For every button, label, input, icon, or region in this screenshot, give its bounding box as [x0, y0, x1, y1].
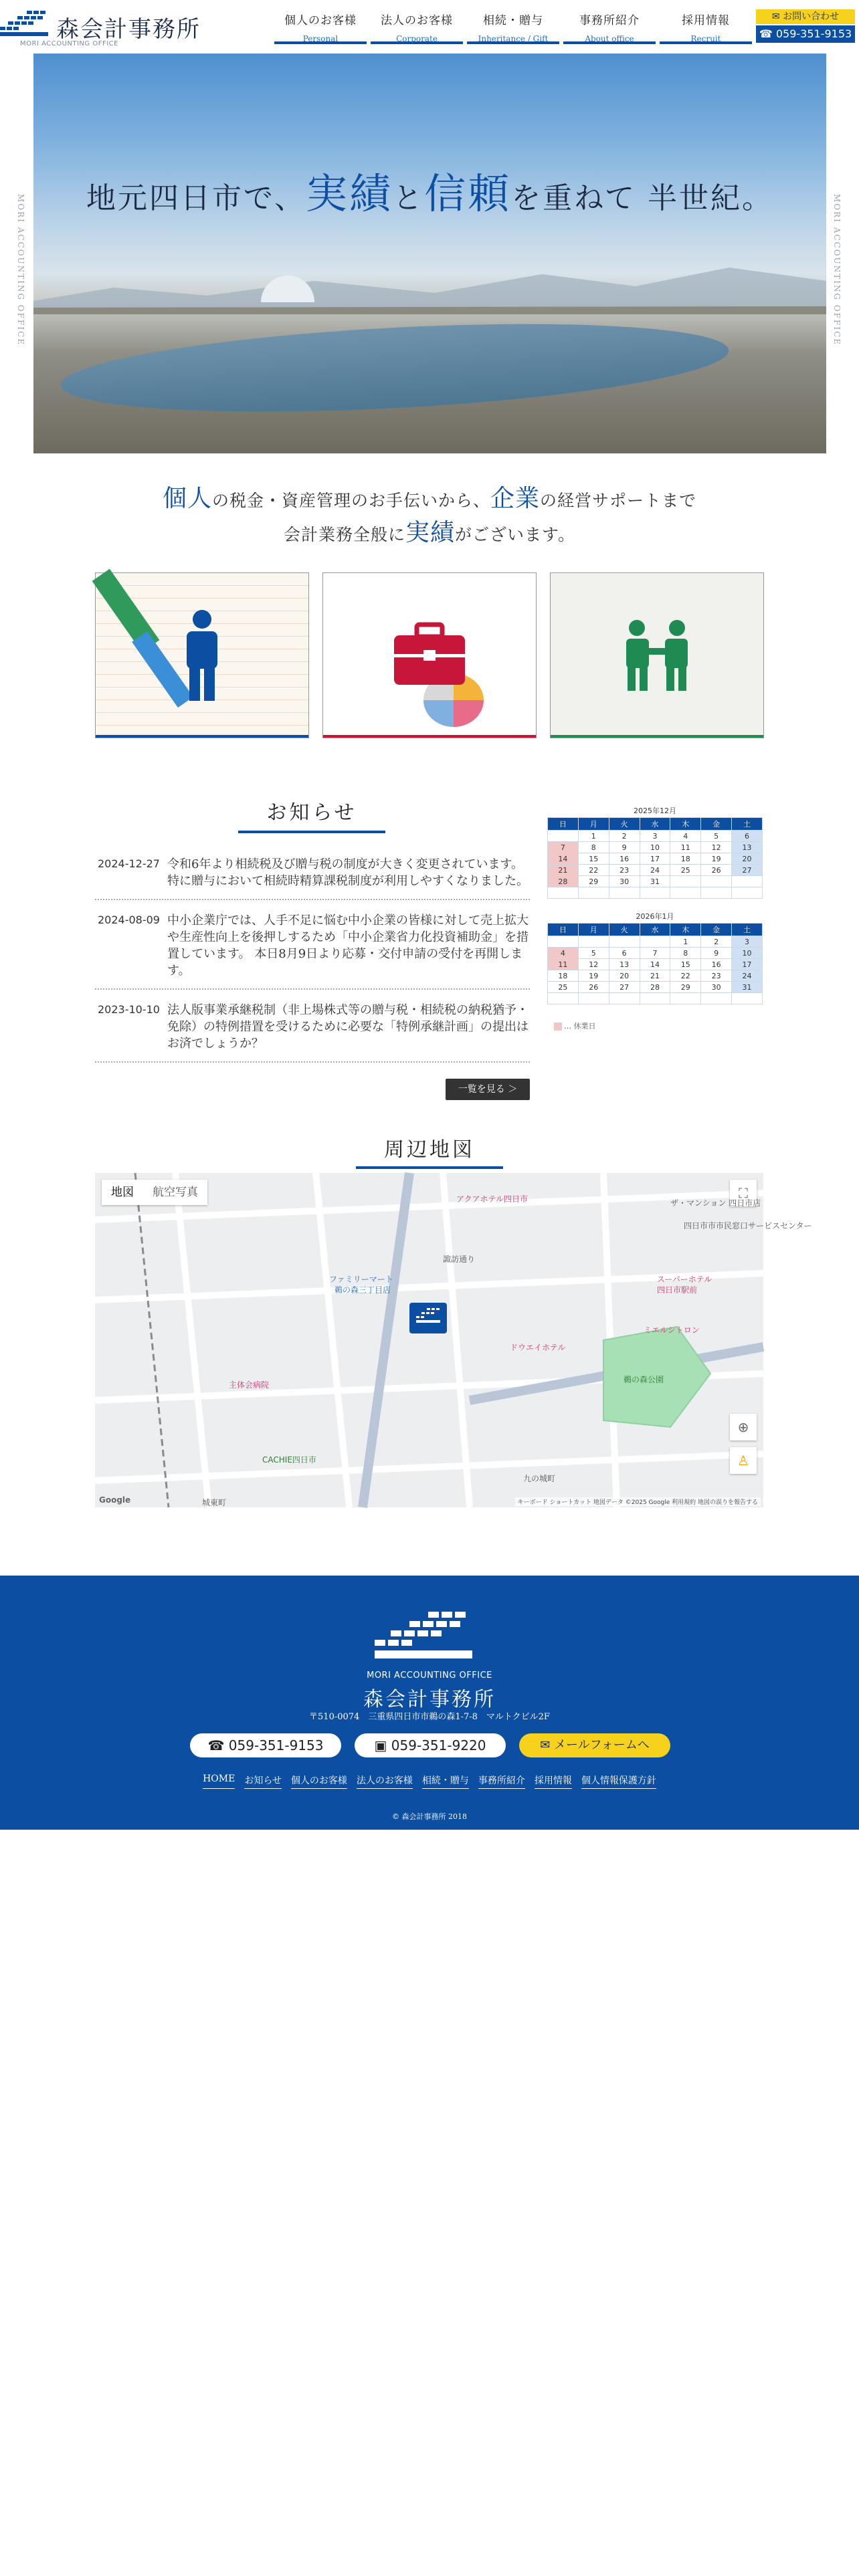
header-phone-number: 059-351-9153 [775, 27, 852, 40]
calendar-day: 22 [578, 865, 609, 876]
map-poi-label: CACHIE四日市 [262, 1455, 316, 1465]
calendar-day [578, 993, 609, 1004]
calendar-day [701, 887, 732, 899]
calendar-day: 25 [670, 865, 701, 876]
calendar-day: 17 [732, 959, 763, 970]
calendar-day [701, 993, 732, 1004]
calendar-day: 31 [732, 982, 763, 993]
news-more-button[interactable]: 一覧を見る ＞ [446, 1079, 530, 1100]
footer-copyright: © 森会計事務所 2018 [392, 1812, 467, 1821]
map-poi-label: スーパーホテル [657, 1275, 712, 1284]
news-date: 2024-12-27 [98, 857, 160, 870]
logo-name: 森会計事務所 [56, 16, 201, 43]
calendar-caption: 2026年1月 [636, 912, 674, 921]
news-text: 中小企業庁では、人手不足に悩む中小企業の皆様に対して売上拡大や生産性向上を後押しするため「中小企業省力化投資補助金」を措置しています。 本日8月9日より応募・交付申請の受付を再開します。 [167, 914, 529, 978]
news-text: 法人版事業承継税制（非上場株式等の贈与税・相続税の納税猶予・免除）の特例措置を受けるために必要な「特例承継計画」の提出はお済でしょうか？ [167, 1003, 529, 1051]
map-poi-label: アクアホテル四日市 [456, 1194, 529, 1204]
calendar-weekday: 火 [609, 818, 640, 831]
card-bar [323, 735, 536, 738]
calendar-day [578, 936, 609, 948]
calendar-day [670, 993, 701, 1004]
service-card-inheritance[interactable] [550, 572, 764, 738]
nav-personal[interactable] [274, 7, 367, 44]
footer-link-news[interactable]: お知らせ [244, 1774, 282, 1789]
calendar-day: 1 [670, 936, 701, 948]
news-list [95, 844, 530, 1063]
nav-label: 相続・贈与 [483, 14, 543, 27]
calendar-table [547, 923, 763, 1004]
nav-corporate[interactable] [371, 7, 463, 44]
calendar-day: 3 [732, 936, 763, 948]
calendar-week-row [548, 853, 763, 865]
nav-label: 法人のお客様 [381, 14, 453, 27]
footer-link-corporate[interactable]: 法人のお客様 [357, 1774, 413, 1789]
calendar-day [732, 993, 763, 1004]
intro-line-2 [0, 517, 859, 551]
map-poi-label: 鵜の森三丁目店 [335, 1285, 391, 1295]
google-logo: Google [99, 1495, 131, 1505]
fullscreen-icon[interactable]: ⛶ [730, 1180, 757, 1206]
map-roads [95, 1173, 763, 1507]
calendar-day [701, 876, 732, 887]
footer-tel-number: 059-351-9153 [228, 1737, 324, 1753]
calendar-day: 20 [732, 853, 763, 865]
calendar-table [547, 817, 763, 899]
logo-subtitle: MORI ACCOUNTING OFFICE [20, 40, 118, 47]
calendar-day: 10 [640, 842, 670, 853]
map-street-label: 九の城町 [523, 1474, 556, 1483]
map-tab-satellite[interactable]: 航空写真 [153, 1186, 198, 1199]
calendar-weekday: 月 [578, 818, 609, 831]
phone-icon: ☎ [207, 1737, 229, 1753]
footer-link-home[interactable]: HOME [203, 1774, 235, 1789]
nav-sub-label: Personal [302, 34, 339, 43]
calendar-day [609, 993, 640, 1004]
calendar-day: 14 [640, 959, 670, 970]
calendar-day: 6 [609, 948, 640, 959]
calendar-weekday: 土 [732, 818, 763, 831]
calendar-day: 8 [578, 842, 609, 853]
news-item[interactable] [95, 844, 530, 900]
calendar-week-row [548, 876, 763, 887]
site-header [0, 0, 859, 52]
footer-link-privacy[interactable]: 個人情報保護方針 [581, 1774, 656, 1789]
calendar-day: 10 [732, 948, 763, 959]
calendar-legend [554, 1021, 596, 1031]
calendar-day: 15 [578, 853, 609, 865]
calendar-week-row [548, 959, 763, 970]
mail-icon: ✉ [540, 1738, 555, 1752]
side-text-right: MORI ACCOUNTING OFFICE [832, 194, 842, 346]
nav-sub-label: About office [585, 34, 634, 43]
calendar-day: 23 [701, 970, 732, 982]
calendar-day [548, 887, 579, 899]
footer-address: 〒510-0074 三重県四日市市鵜の森1-7-8 マルトクビル2F [309, 1712, 550, 1722]
map-street-label: 城東町 [202, 1498, 227, 1507]
footer-link-inheritance[interactable]: 相続・贈与 [422, 1774, 469, 1789]
calendar-day: 4 [548, 948, 579, 959]
nav-inheritance[interactable] [467, 7, 559, 44]
calendar-day: 9 [701, 948, 732, 959]
card-bar [96, 735, 308, 738]
news-date: 2024-08-09 [98, 914, 160, 926]
intro-text-segment: 会計業務全般に [283, 525, 405, 544]
calendar-day: 11 [548, 959, 579, 970]
calendar-day: 3 [640, 831, 670, 842]
calendar-day: 28 [640, 982, 670, 993]
calendar-day: 22 [670, 970, 701, 982]
intro-line-1 [0, 483, 859, 517]
calendar-weekday: 日 [548, 818, 579, 831]
calendar-week-row [548, 948, 763, 959]
map-street-label: 諏訪通り [443, 1255, 476, 1264]
map-navigation-icon[interactable]: ⊕ [730, 1414, 757, 1440]
briefcase-icon [393, 623, 466, 687]
calendar-day [548, 993, 579, 1004]
footer-fax-number: 059-351-9220 [391, 1737, 486, 1753]
calendar-day [548, 936, 579, 948]
news-text: 令和6年より相続税及び贈与税の制度が大きく変更されています。 特に贈与において相続時精算課税制度が利用しやすくなりました。 [167, 857, 529, 888]
calendar-week-row [548, 993, 763, 1004]
calendar-caption: 2025年12月 [634, 807, 676, 815]
calendar-day: 12 [578, 959, 609, 970]
footer-mail-label: メールフォームへ [554, 1738, 650, 1752]
calendar-day [670, 876, 701, 887]
hero-title-pre: 地元四日市で、 [86, 181, 306, 215]
map-poi-label: ファミリーマート [329, 1275, 393, 1284]
service-card-personal[interactable] [95, 572, 309, 738]
calendar-day: 16 [701, 959, 732, 970]
calendar-weekday: 土 [732, 924, 763, 936]
map-tab-map[interactable]: 地図 [111, 1186, 134, 1199]
calendar-day: 25 [548, 982, 579, 993]
site-logo[interactable] [0, 5, 201, 48]
google-map[interactable] [95, 1173, 812, 1507]
map-poi-label: ドウエイホテル [510, 1343, 566, 1352]
calendar-week-row [548, 970, 763, 982]
calendar-day: 7 [640, 948, 670, 959]
calendar-week-row [548, 831, 763, 842]
phone-icon: ☎ [759, 27, 776, 40]
handshake-icon [617, 619, 697, 692]
office-logo-icon [409, 1303, 447, 1333]
calendar-day [578, 887, 609, 899]
calendar-day: 29 [670, 982, 701, 993]
site-footer [0, 1576, 859, 1830]
calendar-weekday: 木 [670, 818, 701, 831]
fax-icon: ▣ [374, 1737, 391, 1753]
calendar-day: 24 [640, 865, 670, 876]
footer-mail-button[interactable] [519, 1733, 670, 1757]
calendar-day: 26 [578, 982, 609, 993]
calendar-day: 5 [701, 831, 732, 842]
contact-label: お問い合わせ [783, 11, 840, 22]
calendar-day: 29 [578, 876, 609, 887]
intro-text-segment: の経営サポートまで [540, 491, 697, 510]
legend-label: … 休業日 [564, 1022, 596, 1031]
calendar-weekday: 水 [640, 818, 670, 831]
office-marker-icon[interactable] [409, 1303, 447, 1333]
footer-link-recruit[interactable]: 採用情報 [535, 1774, 572, 1789]
calendar-day: 8 [670, 948, 701, 959]
calendar-day [732, 887, 763, 899]
news-date: 2023-10-10 [98, 1003, 160, 1016]
calendar-day [670, 887, 701, 899]
calendar-day: 26 [701, 865, 732, 876]
calendar-day: 24 [732, 970, 763, 982]
intro-text [0, 483, 859, 551]
logo-mark-icon [0, 9, 48, 40]
map-title: 周辺地図 [356, 1133, 503, 1169]
calendar-day: 28 [548, 876, 579, 887]
calendar-weekday: 日 [548, 924, 579, 936]
calendar-next [547, 911, 763, 1004]
calendar-day: 17 [640, 853, 670, 865]
calendar-day: 5 [578, 948, 609, 959]
hero-river [59, 310, 731, 425]
map-poi-label: 四日市市市民窓口サービスセンター [684, 1221, 812, 1230]
calendar-day: 18 [670, 853, 701, 865]
calendar-day: 1 [578, 831, 609, 842]
intro-highlight: 企業 [490, 485, 541, 512]
map-attribution[interactable]: キーボード ショートカット 地図データ ©2025 Google 利用規約 地図の誤りを報告する [515, 1497, 761, 1506]
hero-title [33, 160, 826, 220]
nav-label: 事務所紹介 [579, 14, 640, 27]
hero-title-highlight-1: 実績 [306, 169, 393, 218]
calendar-week-row [548, 936, 763, 948]
calendar-day: 15 [670, 959, 701, 970]
calendar-day: 18 [548, 970, 579, 982]
intro-highlight: 実績 [405, 519, 455, 546]
map-poi-label: 鵜の森公園 [624, 1375, 664, 1384]
intro-highlight: 個人 [162, 485, 212, 512]
calendar-day [609, 887, 640, 899]
calendar-day: 2 [701, 936, 732, 948]
calendar-day [732, 876, 763, 887]
calendar-weekday: 月 [578, 924, 609, 936]
calendar-day: 2 [609, 831, 640, 842]
footer-fax-button[interactable] [355, 1733, 506, 1757]
news-title: お知らせ [238, 796, 385, 833]
map-poi-label: ザ・マンション 四日市店 [670, 1198, 761, 1208]
nav-sub-label: Corporate [396, 34, 438, 43]
calendar-day: 31 [640, 876, 670, 887]
mail-icon: ✉ [771, 11, 783, 22]
calendar-day: 9 [609, 842, 640, 853]
nav-sub-label: Inheritance / Gift [478, 34, 549, 43]
calendar-day: 27 [732, 865, 763, 876]
hero-title-and: と [393, 181, 425, 215]
main-nav [274, 7, 752, 44]
nav-recruit[interactable] [660, 7, 752, 44]
footer-tel-button[interactable] [190, 1733, 341, 1757]
calendar-week-row [548, 982, 763, 993]
calendar-week-row [548, 842, 763, 853]
calendar-day: 21 [640, 970, 670, 982]
calendar-day: 11 [670, 842, 701, 853]
calendar-day: 12 [701, 842, 732, 853]
hero-banner [33, 53, 826, 453]
calendar-week-row [548, 865, 763, 876]
map-poi-label: 主体会病院 [229, 1380, 270, 1390]
calendar-day: 7 [548, 842, 579, 853]
footer-logo-subtitle: MORI ACCOUNTING OFFICE [367, 1671, 492, 1681]
calendar-week-row [548, 887, 763, 899]
calendar-day: 19 [701, 853, 732, 865]
side-text-left: MORI ACCOUNTING OFFICE [16, 194, 25, 346]
news-item[interactable] [95, 900, 530, 990]
nav-about[interactable] [563, 7, 656, 44]
calendar-weekday: 木 [670, 924, 701, 936]
person-icon [179, 609, 225, 702]
calendar-day: 14 [548, 853, 579, 865]
calendar-day [548, 831, 579, 842]
nav-sub-label: Recruit [690, 34, 721, 43]
footer-link-about[interactable]: 事務所紹介 [478, 1774, 525, 1789]
contact-button[interactable] [756, 9, 855, 24]
calendar-day: 27 [609, 982, 640, 993]
calendar-day: 4 [670, 831, 701, 842]
calendar-day: 19 [578, 970, 609, 982]
calendar-day: 21 [548, 865, 579, 876]
footer-nav [0, 1774, 859, 1789]
map-poi-label: 四日市駅前 [657, 1285, 698, 1295]
street-view-pegman-icon[interactable]: ♙ [730, 1447, 757, 1474]
nav-label: 個人のお客様 [284, 14, 357, 27]
calendar-day [609, 936, 640, 948]
calendar-weekday: 金 [701, 818, 732, 831]
hero-title-post: を重ねて 半世紀。 [511, 181, 774, 215]
calendar-weekday: 火 [609, 924, 640, 936]
map-poi-label: ミエルシトロン [644, 1325, 700, 1335]
calendar-current [547, 805, 763, 899]
calendar-day [640, 993, 670, 1004]
intro-text-segment: の税金・資産管理のお手伝いから、 [211, 491, 490, 510]
calendar-day: 13 [609, 959, 640, 970]
hero-mountains [33, 254, 826, 314]
header-phone-button[interactable] [756, 25, 855, 43]
holiday-swatch [554, 1023, 562, 1031]
calendar-day: 30 [701, 982, 732, 993]
calendar-weekday: 水 [640, 924, 670, 936]
service-card-corporate[interactable] [322, 572, 537, 738]
calendar-day: 20 [609, 970, 640, 982]
calendar-day: 23 [609, 865, 640, 876]
calendar-day [640, 887, 670, 899]
news-item[interactable] [95, 990, 530, 1063]
calendar-day: 13 [732, 842, 763, 853]
calendar-day: 30 [609, 876, 640, 887]
footer-company-name: 森会計事務所 [363, 1688, 496, 1711]
card-bar [551, 735, 763, 738]
map-type-tabs [102, 1180, 207, 1205]
calendar-day: 6 [732, 831, 763, 842]
calendar-weekday: 金 [701, 924, 732, 936]
hero-title-highlight-2: 信頼 [424, 169, 512, 218]
intro-text-segment: がございます。 [455, 525, 576, 544]
calendar-day [640, 936, 670, 948]
footer-link-personal[interactable]: 個人のお客様 [291, 1774, 347, 1789]
calendar-day: 16 [609, 853, 640, 865]
nav-label: 採用情報 [682, 14, 730, 27]
footer-logo-icon [375, 1609, 472, 1665]
